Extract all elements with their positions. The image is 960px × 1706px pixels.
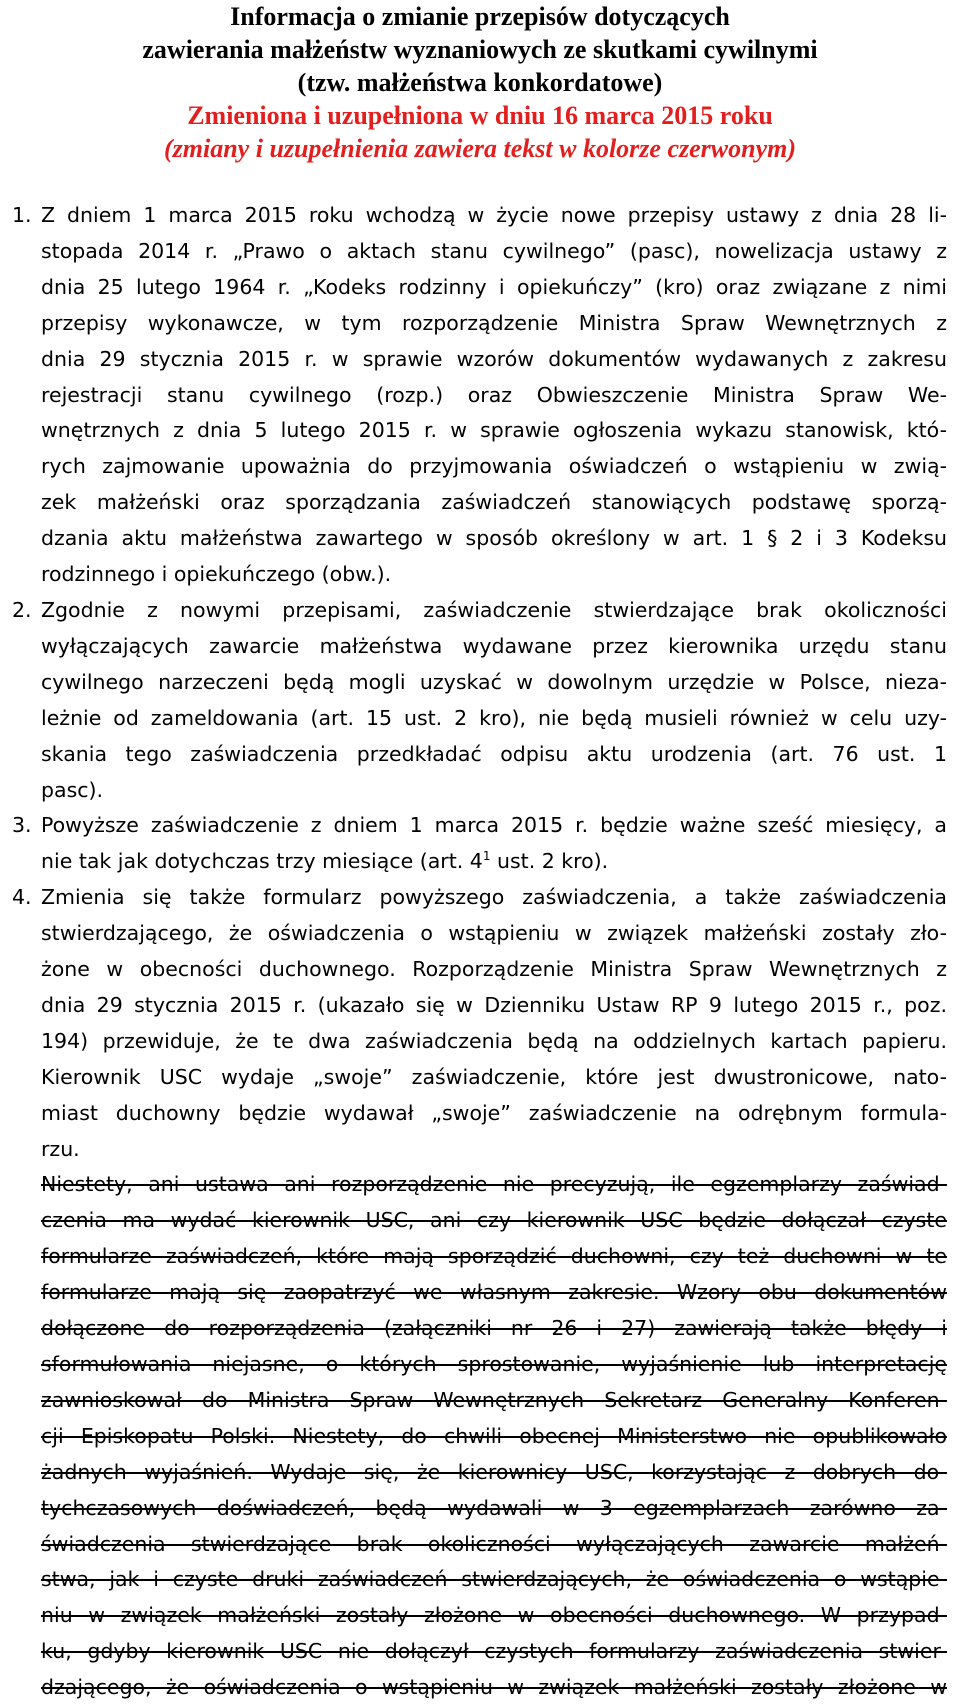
struck-line: dzającego, że oświadczenia o wstąpieniu w związek małżeński zostały złożone w [41, 1675, 947, 1700]
text-line: dzania aktu małżeństwa zawartego w sposób określony w art. 1 § 2 i 3 Kodeksu [41, 526, 947, 551]
text-line: przepisy wykonawcze, w tym rozporządzenie Ministra Spraw Wewnętrznych z [41, 310, 947, 335]
item-number: 3. [12, 813, 32, 838]
struck-line: żadnych wyjaśnień. Wydaje się, że kierownicy USC, korzystając z dobrych do- [41, 1459, 947, 1484]
text-segment: ust. 2 kro). [490, 849, 609, 874]
item-text [41, 593, 947, 808]
text-line: cywilnego narzeczeni będą mogli uzyskać w dowolnym urzędzie w Polsce, nieza- [41, 669, 947, 694]
text-line: rejestracji stanu cywilnego (rozp.) oraz Obwieszczenie Ministra Spraw We- [41, 382, 947, 407]
list-item-1 [0, 198, 960, 593]
text-line: pasc). [41, 777, 104, 802]
title-line-3: (tzw. małżeństwa konkordatowe) [297, 68, 663, 97]
numbered-list [0, 198, 960, 1706]
item-number: 2. [12, 597, 32, 622]
document-title [0, 0, 960, 165]
text-line: skania tego zaświadczenia przedkładać odpisu aktu urodzenia (art. 76 ust. 1 [41, 741, 947, 766]
text-line: rych zajmowanie upoważnia do przyjmowania oświadczeń o wstąpieniu w zwią- [41, 454, 947, 479]
struck-line: tychczasowych doświadczeń, będą wydawali w 3 egzemplarzach zarówno za- [41, 1495, 947, 1520]
text-line: dnia 29 stycznia 2015 r. w sprawie wzorów dokumentów wydawanych z zakresu [41, 346, 947, 371]
text-line: dnia 25 lutego 1964 r. „Kodeks rodzinny i opiekuńczy” (kro) oraz związane z nimi [41, 274, 947, 299]
text-line: Powyższe zaświadczenie z dniem 1 marca 2015 r. będzie ważne sześć miesięcy, a [41, 813, 947, 838]
struck-line: cji Episkopatu Polski. Niestety, do chwili obecnej Ministerstwo nie opublikowało [41, 1423, 947, 1448]
text-line: stwierdzającego, że oświadczenia o wstąpieniu w związek małżeński zostały zło- [41, 921, 947, 946]
title-line-1: Informacja o zmianie przepisów dotyczących [230, 2, 730, 31]
text-line: wyłączających zawarcie małżeństwa wydawane przez kierownika urzędu stanu [41, 633, 947, 658]
struck-line: zawnioskował do Ministra Spraw Wewnętrznych Sekretarz Generalny Konferen- [41, 1387, 947, 1412]
title-line-2: zawierania małżeństw wyznaniowych ze skutkami cywilnymi [142, 35, 818, 64]
item-text [41, 880, 947, 1167]
revision-note-line: (zmiany i uzupełnienia zawiera tekst w kolorze czerwonym) [164, 134, 796, 163]
list-item-4 [0, 880, 960, 1706]
superscript: 1 [482, 849, 491, 864]
text-line: rzu. [41, 1136, 80, 1161]
text-line: stopada 2014 r. „Prawo o aktach stanu cywilnego” (pasc), nowelizacja ustawy z [41, 238, 947, 263]
text-line: Kierownik USC wydaje „swoje” zaświadczenie, które jest dwustronicowe, nato- [41, 1064, 947, 1089]
list-item-3 [0, 808, 960, 880]
struck-line: sformułowania niejasne, o których sprostowanie, wyjaśnienie lub interpretację [41, 1352, 947, 1376]
struck-line: niu w związek małżeński zostały złożone w obecności duchownego. W przypad- [41, 1603, 947, 1628]
item-number: 1. [12, 203, 32, 227]
text-line: wnętrznych z dnia 5 lutego 2015 r. w sprawie ogłoszenia wykazu stanowisk, któ- [41, 418, 947, 443]
text-line: Zgodnie z nowymi przepisami, zaświadczenie stwierdzające brak okoliczności [41, 597, 947, 622]
struck-line: ku, gdyby kierownik USC nie dołączył czystych formularzy zaświadczenia stwier- [41, 1639, 947, 1664]
text-line: 194) przewiduje, że te dwa zaświadczenia będą na oddzielnych kartach papieru. [41, 1028, 947, 1053]
text-line: Z dniem 1 marca 2015 roku wchodzą w życie nowe przepisy ustawy z dnia 28 li- [41, 203, 947, 227]
item-text [41, 198, 947, 593]
text-segment: nie tak jak dotychczas trzy miesiące (art. 4 [41, 849, 483, 874]
struck-line: czenia ma wydać kierownik USC, ani czy kierownik USC będzie dołączał czyste [41, 1208, 947, 1233]
struck-line: formularze zaświadczeń, które mają sporządzić duchowni, czy też duchowni w te [41, 1244, 947, 1269]
item-text [41, 808, 947, 880]
struck-through-paragraph [41, 1167, 947, 1706]
struck-line: Niestety, ani ustawa ani rozporządzenie nie precyzują, ile egzemplarzy zaświad- [41, 1172, 947, 1197]
struck-line: świadczenia stwierdzające brak okoliczności wyłączających zawarcie małżeń- [41, 1531, 947, 1556]
struck-line: formularze mają się zaopatrzyć we własnym zakresie. Wzory obu dokumentów [41, 1280, 947, 1305]
text-line: żone w obecności duchownego. Rozporządzenie Ministra Spraw Wewnętrznych z [41, 957, 947, 982]
text-line: miast duchowny będzie wydawał „swoje” zaświadczenie na odrębnym formula- [41, 1100, 947, 1125]
text-line: rodzinnego i opiekuńczego (obw.). [41, 562, 392, 587]
list-item-2 [0, 593, 960, 808]
struck-line: stwa, jak i czyste druki zaświadczeń stwierdzających, że oświadczenia o wstąpie- [41, 1567, 947, 1592]
text-line [41, 844, 947, 880]
text-line: Zmienia się także formularz powyższego zaświadczenia, a także zaświadczenia [41, 885, 947, 910]
struck-line: dołączone do rozporządzenia (załączniki nr 26 i 27) zawierają także błędy i [41, 1316, 947, 1341]
revision-date-line: Zmieniona i uzupełniona w dniu 16 marca 2015 roku [187, 101, 773, 130]
text-line: leżnie od zameldowania (art. 15 ust. 2 kro), nie będą musieli również w celu uzy- [41, 705, 947, 730]
text-line: dnia 29 stycznia 2015 r. (ukazało się w Dzienniku Ustaw RP 9 lutego 2015 r., poz. [41, 992, 947, 1017]
document-header [0, 0, 960, 165]
text-line: zek małżeński oraz sporządzania zaświadczeń stanowiących podstawę sporzą- [41, 490, 947, 515]
item-number: 4. [12, 885, 32, 910]
